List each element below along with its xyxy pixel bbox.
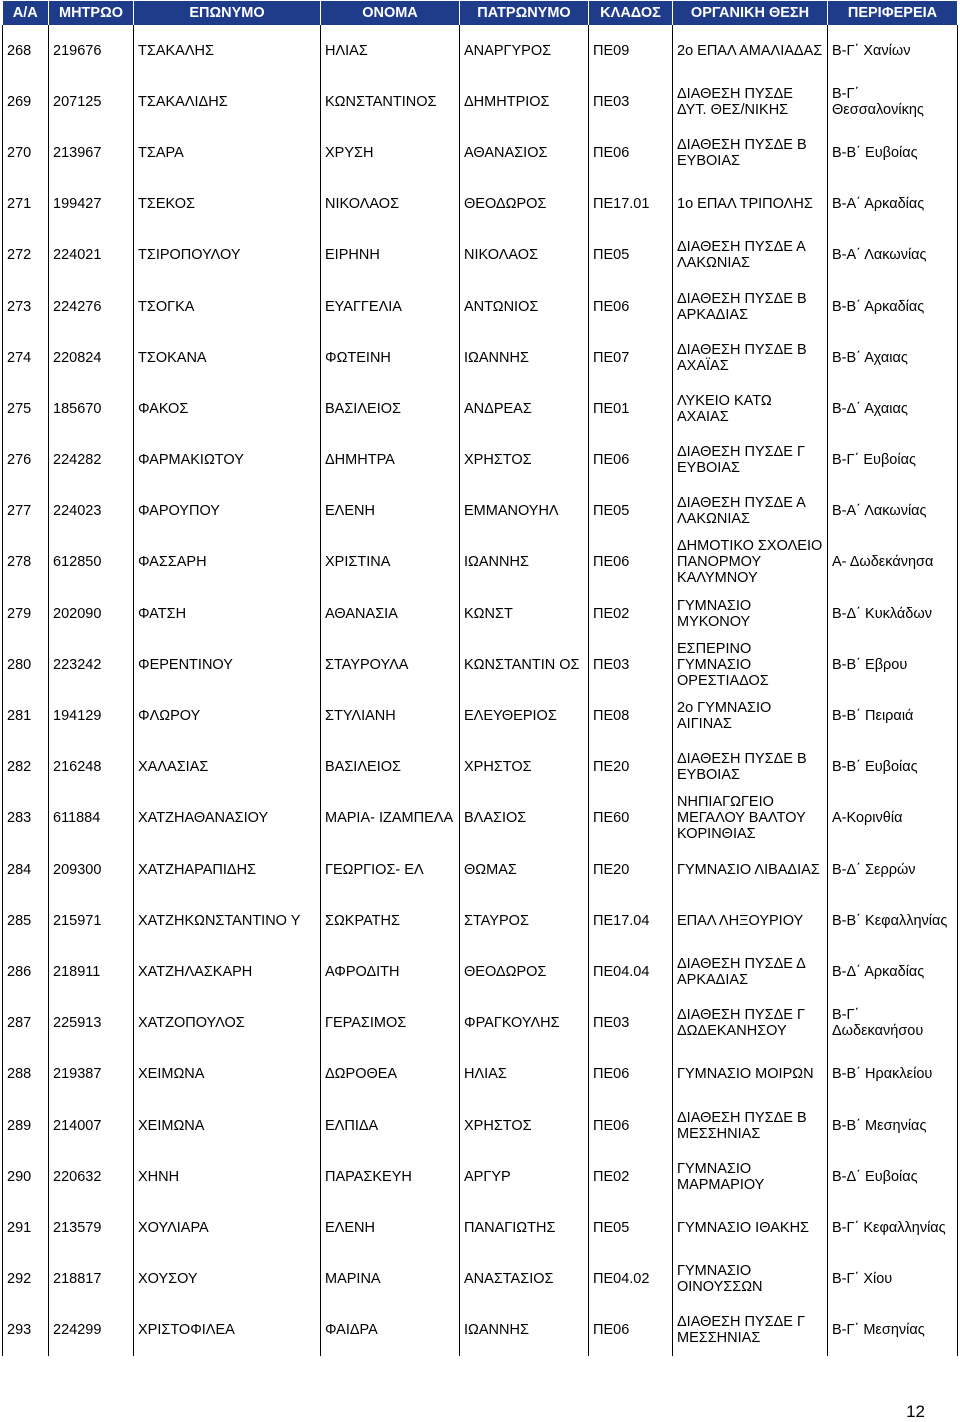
patronymo-cell: ΑΝΔΡΕΑΣ [460,383,589,434]
mitroo-cell: 213967 [49,127,134,178]
klados-cell: ΠΕ06 [589,1305,673,1356]
aa-cell: 273 [3,281,49,332]
organiki-thesi-cell: ΔΙΑΘΕΣΗ ΠΥΣΔΕ Β ΕΥΒΟΙΑΣ [673,127,828,178]
mitroo-cell: 220632 [49,1151,134,1202]
patronymo-cell: ΑΝΤΩΝΙΟΣ [460,281,589,332]
aa-cell: 268 [3,25,49,76]
aa-cell: 285 [3,895,49,946]
aa-cell: 269 [3,76,49,127]
table-row [3,1100,958,1151]
table-row [3,1305,958,1356]
klados-cell: ΠΕ17.04 [589,895,673,946]
mitroo-cell: 218911 [49,946,134,997]
perifereia-cell: Α- Δωδεκάνησα [828,537,958,588]
organiki-thesi-cell: ΝΗΠΙΑΓΩΓΕΙΟ ΜΕΓΑΛΟΥ ΒΑΛΤΟΥ ΚΟΡΙΝΘΙΑΣ [673,793,828,844]
organiki-thesi-cell: ΔΙΑΘΕΣΗ ΠΥΣΔΕ Α ΛΑΚΩΝΙΑΣ [673,486,828,537]
onoma-cell: ΚΩΝΣΤΑΝΤΙΝΟΣ [321,76,460,127]
onoma-cell: ΔΗΜΗΤΡΑ [321,435,460,486]
mitroo-cell: 224299 [49,1305,134,1356]
organiki-thesi-cell: ΔΙΑΘΕΣΗ ΠΥΣΔΕ Β ΑΡΚΑΔΙΑΣ [673,281,828,332]
organiki-thesi-cell: ΔΙΑΘΕΣΗ ΠΥΣΔΕ Β ΕΥΒΟΙΑΣ [673,742,828,793]
klados-cell: ΠΕ20 [589,844,673,895]
patronymo-cell: ΠΑΝΑΓΙΩΤΗΣ [460,1202,589,1253]
eponymo-cell: ΤΣΑΡΑ [134,127,321,178]
patronymo-cell: ΕΜΜΑΝΟΥΗΛ [460,486,589,537]
perifereia-cell: Β-Β΄ Ευβοίας [828,742,958,793]
mitroo-cell: 224021 [49,230,134,281]
eponymo-cell: ΦΑΤΣΗ [134,588,321,639]
klados-cell: ΠΕ17.01 [589,179,673,230]
mitroo-cell: 194129 [49,690,134,741]
table-row [3,1254,958,1305]
organiki-thesi-cell: ΓΥΜΝΑΣΙΟ ΙΘΑΚΗΣ [673,1202,828,1253]
table-row [3,127,958,178]
eponymo-cell: ΧΗΝΗ [134,1151,321,1202]
organiki-thesi-cell: ΔΗΜΟΤΙΚΟ ΣΧΟΛΕΙΟ ΠΑΝΟΡΜΟΥ ΚΑΛΥΜΝΟΥ [673,537,828,588]
onoma-cell: ΒΑΣΙΛΕΙΟΣ [321,383,460,434]
klados-cell: ΠΕ07 [589,332,673,383]
klados-cell: ΠΕ06 [589,281,673,332]
col-header-mitroo: ΜΗΤΡΩΟ [49,1,134,25]
mitroo-cell: 611884 [49,793,134,844]
patronymo-cell: ΙΩΑΝΝΗΣ [460,332,589,383]
table-row [3,281,958,332]
eponymo-cell: ΤΣΟΓΚΑ [134,281,321,332]
onoma-cell: ΑΦΡΟΔΙΤΗ [321,946,460,997]
klados-cell: ΠΕ06 [589,1100,673,1151]
table-row [3,332,958,383]
perifereia-cell: Β-Γ΄ Δωδεκανήσου [828,998,958,1049]
aa-cell: 289 [3,1100,49,1151]
aa-cell: 291 [3,1202,49,1253]
onoma-cell: ΦΩΤΕΙΝΗ [321,332,460,383]
table-row [3,946,958,997]
patronymo-cell: ΗΛΙΑΣ [460,1049,589,1100]
perifereia-cell: Β-Γ΄ Κεφαλληνίας [828,1202,958,1253]
patronymo-cell: ΙΩΑΝΝΗΣ [460,537,589,588]
organiki-thesi-cell: ΔΙΑΘΕΣΗ ΠΥΣΔΕ Α ΛΑΚΩΝΙΑΣ [673,230,828,281]
header-row [3,1,958,25]
eponymo-cell: ΤΣΑΚΑΛΙΔΗΣ [134,76,321,127]
perifereia-cell: Β-Δ΄ Αχαιας [828,383,958,434]
eponymo-cell: ΦΑΡΟΥΠΟΥ [134,486,321,537]
aa-cell: 284 [3,844,49,895]
onoma-cell: ΜΑΡΙΑ- ΙΖΑΜΠΕΛΑ [321,793,460,844]
aa-cell: 275 [3,383,49,434]
perifereia-cell: Β-Α΄ Λακωνίας [828,230,958,281]
mitroo-cell: 202090 [49,588,134,639]
perifereia-cell: Β-Δ΄ Ευβοίας [828,1151,958,1202]
table-row [3,588,958,639]
eponymo-cell: ΧΑΤΖΗΛΑΣΚΑΡΗ [134,946,321,997]
aa-cell: 281 [3,690,49,741]
klados-cell: ΠΕ04.04 [589,946,673,997]
table-row [3,1202,958,1253]
aa-cell: 283 [3,793,49,844]
page-number: 12 [906,1402,925,1421]
aa-cell: 270 [3,127,49,178]
organiki-thesi-cell: ΓΥΜΝΑΣΙΟ ΛΙΒΑΔΙΑΣ [673,844,828,895]
eponymo-cell: ΧΟΥΣΟΥ [134,1254,321,1305]
aa-cell: 288 [3,1049,49,1100]
table-row [3,537,958,588]
klados-cell: ΠΕ06 [589,127,673,178]
patronymo-cell: ΑΝΑΡΓΥΡΟΣ [460,25,589,76]
organiki-thesi-cell: ΔΙΑΘΕΣΗ ΠΥΣΔΕ Γ ΕΥΒΟΙΑΣ [673,435,828,486]
table-row [3,844,958,895]
patronymo-cell: ΧΡΗΣΤΟΣ [460,1100,589,1151]
table-body [3,25,958,1356]
klados-cell: ΠΕ02 [589,588,673,639]
eponymo-cell: ΤΣΟΚΑΝΑ [134,332,321,383]
klados-cell: ΠΕ05 [589,486,673,537]
aa-cell: 278 [3,537,49,588]
mitroo-cell: 219676 [49,25,134,76]
organiki-thesi-cell: ΔΙΑΘΕΣΗ ΠΥΣΔΕ Δ ΑΡΚΑΔΙΑΣ [673,946,828,997]
onoma-cell: ΕΥΑΓΓΕΛΙΑ [321,281,460,332]
aa-cell: 277 [3,486,49,537]
onoma-cell: ΣΤΥΛΙΑΝΗ [321,690,460,741]
eponymo-cell: ΦΑΣΣΑΡΗ [134,537,321,588]
patronymo-cell: ΙΩΑΝΝΗΣ [460,1305,589,1356]
patronymo-cell: ΝΙΚΟΛΑΟΣ [460,230,589,281]
eponymo-cell: ΧΑΤΖΗΑΡΑΠΙΔΗΣ [134,844,321,895]
table-row [3,179,958,230]
table-row [3,1049,958,1100]
mitroo-cell: 224023 [49,486,134,537]
aa-cell: 272 [3,230,49,281]
klados-cell: ΠΕ09 [589,25,673,76]
patronymo-cell: ΣΤΑΥΡΟΣ [460,895,589,946]
eponymo-cell: ΧΑΤΖΗΚΩΝΣΤΑΝΤΙΝΟ Υ [134,895,321,946]
patronymo-cell: ΦΡΑΓΚΟΥΛΗΣ [460,998,589,1049]
klados-cell: ΠΕ01 [589,383,673,434]
aa-cell: 290 [3,1151,49,1202]
perifereia-cell: Β-Β΄ Αρκαδίας [828,281,958,332]
organiki-thesi-cell: ΔΙΑΘΕΣΗ ΠΥΣΔΕ Γ ΜΕΣΣΗΝΙΑΣ [673,1305,828,1356]
onoma-cell: ΕΛΕΝΗ [321,1202,460,1253]
organiki-thesi-cell: 1ο ΕΠΑΛ ΤΡΙΠΟΛΗΣ [673,179,828,230]
perifereia-cell: Β-Β΄ Ευβοίας [828,127,958,178]
perifereia-cell: Β-Γ΄ Χίου [828,1254,958,1305]
patronymo-cell: ΘΕΟΔΩΡΟΣ [460,179,589,230]
patronymo-cell: ΚΩΝΣΤ [460,588,589,639]
perifereia-cell: Β-Γ΄ Μεσηνίας [828,1305,958,1356]
onoma-cell: ΑΘΑΝΑΣΙΑ [321,588,460,639]
col-header-organiki-thesi: ΟΡΓΑΝΙΚΗ ΘΕΣΗ [673,1,828,25]
mitroo-cell: 215971 [49,895,134,946]
onoma-cell: ΕΙΡΗΝΗ [321,230,460,281]
col-header-klados: ΚΛΑΔΟΣ [589,1,673,25]
mitroo-cell: 218817 [49,1254,134,1305]
organiki-thesi-cell: ΕΣΠΕΡΙΝΟ ΓΥΜΝΑΣΙΟ ΟΡΕΣΤΙΑΔΟΣ [673,639,828,690]
organiki-thesi-cell: ΛΥΚΕΙΟ ΚΑΤΩ ΑΧΑΙΑΣ [673,383,828,434]
table-row [3,25,958,76]
onoma-cell: ΧΡΙΣΤΙΝΑ [321,537,460,588]
mitroo-cell: 185670 [49,383,134,434]
table-row [3,230,958,281]
eponymo-cell: ΤΣΕΚΟΣ [134,179,321,230]
teacher-list-table [2,1,958,1356]
eponymo-cell: ΧΡΙΣΤΟΦΙΛΕΑ [134,1305,321,1356]
table-row [3,1151,958,1202]
table-row [3,76,958,127]
mitroo-cell: 220824 [49,332,134,383]
perifereia-cell: Β-Δ΄ Κυκλάδων [828,588,958,639]
klados-cell: ΠΕ06 [589,1049,673,1100]
klados-cell: ΠΕ05 [589,1202,673,1253]
klados-cell: ΠΕ04.02 [589,1254,673,1305]
mitroo-cell: 199427 [49,179,134,230]
aa-cell: 287 [3,998,49,1049]
perifereia-cell: Β-Γ΄ Θεσσαλονίκης [828,76,958,127]
organiki-thesi-cell: ΓΥΜΝΑΣΙΟ ΜΟΙΡΩΝ [673,1049,828,1100]
onoma-cell: ΦΑΙΔΡΑ [321,1305,460,1356]
mitroo-cell: 207125 [49,76,134,127]
onoma-cell: ΣΤΑΥΡΟΥΛΑ [321,639,460,690]
mitroo-cell: 224282 [49,435,134,486]
patronymo-cell: ΧΡΗΣΤΟΣ [460,435,589,486]
col-header-onoma: ΟΝΟΜΑ [321,1,460,25]
onoma-cell: ΧΡΥΣΗ [321,127,460,178]
klados-cell: ΠΕ03 [589,639,673,690]
mitroo-cell: 219387 [49,1049,134,1100]
patronymo-cell: ΑΡΓΥΡ [460,1151,589,1202]
organiki-thesi-cell: ΓΥΜΝΑΣΙΟ ΜΑΡΜΑΡΙΟΥ [673,1151,828,1202]
klados-cell: ΠΕ60 [589,793,673,844]
onoma-cell: ΒΑΣΙΛΕΙΟΣ [321,742,460,793]
eponymo-cell: ΧΟΥΛΙΑΡΑ [134,1202,321,1253]
perifereia-cell: Β-Γ΄ Ευβοίας [828,435,958,486]
table-row [3,690,958,741]
organiki-thesi-cell: ΔΙΑΘΕΣΗ ΠΥΣΔΕ Β ΑΧΑΪΑΣ [673,332,828,383]
perifereia-cell: Α-Κορινθία [828,793,958,844]
table-row [3,895,958,946]
eponymo-cell: ΧΕΙΜΩΝΑ [134,1100,321,1151]
table-row [3,435,958,486]
eponymo-cell: ΦΑΡΜΑΚΙΩΤΟΥ [134,435,321,486]
eponymo-cell: ΧΑΤΖΗΑΘΑΝΑΣΙΟΥ [134,793,321,844]
patronymo-cell: ΕΛΕΥΘΕΡΙΟΣ [460,690,589,741]
organiki-thesi-cell: 2ο ΕΠΑΛ ΑΜΑΛΙΑΔΑΣ [673,25,828,76]
klados-cell: ΠΕ03 [589,76,673,127]
perifereia-cell: Β-Α΄ Αρκαδίας [828,179,958,230]
aa-cell: 282 [3,742,49,793]
onoma-cell: ΓΕΩΡΓΙΟΣ- ΕΛ [321,844,460,895]
mitroo-cell: 214007 [49,1100,134,1151]
eponymo-cell: ΧΕΙΜΩΝΑ [134,1049,321,1100]
eponymo-cell: ΧΑΤΖΟΠΟΥΛΟΣ [134,998,321,1049]
col-header-perifereia: ΠΕΡΙΦΕΡΕΙΑ [828,1,958,25]
onoma-cell: ΜΑΡΙΝΑ [321,1254,460,1305]
onoma-cell: ΣΩΚΡΑΤΗΣ [321,895,460,946]
onoma-cell: ΕΛΠΙΔΑ [321,1100,460,1151]
aa-cell: 271 [3,179,49,230]
aa-cell: 286 [3,946,49,997]
patronymo-cell: ΑΝΑΣΤΑΣΙΟΣ [460,1254,589,1305]
eponymo-cell: ΧΑΛΑΣΙΑΣ [134,742,321,793]
aa-cell: 280 [3,639,49,690]
mitroo-cell: 209300 [49,844,134,895]
eponymo-cell: ΦΛΩΡΟΥ [134,690,321,741]
patronymo-cell: ΧΡΗΣΤΟΣ [460,742,589,793]
klados-cell: ΠΕ03 [589,998,673,1049]
organiki-thesi-cell: ΓΥΜΝΑΣΙΟ ΟΙΝΟΥΣΣΩΝ [673,1254,828,1305]
onoma-cell: ΓΕΡΑΣΙΜΟΣ [321,998,460,1049]
klados-cell: ΠΕ02 [589,1151,673,1202]
mitroo-cell: 223242 [49,639,134,690]
table-row [3,742,958,793]
perifereia-cell: Β-Β΄ Πειραιά [828,690,958,741]
mitroo-cell: 216248 [49,742,134,793]
perifereia-cell: Β-Β΄ Αχαιας [828,332,958,383]
table-row [3,793,958,844]
table-row [3,998,958,1049]
eponymo-cell: ΤΣΙΡΟΠΟΥΛΟΥ [134,230,321,281]
klados-cell: ΠΕ05 [589,230,673,281]
aa-cell: 276 [3,435,49,486]
onoma-cell: ΗΛΙΑΣ [321,25,460,76]
onoma-cell: ΕΛΕΝΗ [321,486,460,537]
klados-cell: ΠΕ06 [589,537,673,588]
organiki-thesi-cell: ΔΙΑΘΕΣΗ ΠΥΣΔΕ Β ΜΕΣΣΗΝΙΑΣ [673,1100,828,1151]
patronymo-cell: ΔΗΜΗΤΡΙΟΣ [460,76,589,127]
mitroo-cell: 225913 [49,998,134,1049]
mitroo-cell: 612850 [49,537,134,588]
organiki-thesi-cell: ΔΙΑΘΕΣΗ ΠΥΣΔΕ ΔΥΤ. ΘΕΣ/ΝΙΚΗΣ [673,76,828,127]
patronymo-cell: ΘΩΜΑΣ [460,844,589,895]
organiki-thesi-cell: ΓΥΜΝΑΣΙΟ ΜΥΚΟΝΟΥ [673,588,828,639]
table-row [3,639,958,690]
table-row [3,383,958,434]
aa-cell: 274 [3,332,49,383]
organiki-thesi-cell: 2ο ΓΥΜΝΑΣΙΟ ΑΙΓΙΝΑΣ [673,690,828,741]
aa-cell: 279 [3,588,49,639]
perifereia-cell: Β-Β΄ Κεφαλληνίας [828,895,958,946]
perifereia-cell: Β-Β΄ Ηρακλείου [828,1049,958,1100]
perifereia-cell: Β-Α΄ Λακωνίας [828,486,958,537]
patronymo-cell: ΒΛΑΣΙΟΣ [460,793,589,844]
mitroo-cell: 224276 [49,281,134,332]
klados-cell: ΠΕ06 [589,435,673,486]
klados-cell: ΠΕ20 [589,742,673,793]
patronymo-cell: ΚΩΝΣΤΑΝΤΙΝ ΟΣ [460,639,589,690]
perifereia-cell: Β-Δ΄ Σερρών [828,844,958,895]
col-header-patronymo: ΠΑΤΡΩΝΥΜΟ [460,1,589,25]
mitroo-cell: 213579 [49,1202,134,1253]
table-row [3,486,958,537]
eponymo-cell: ΦΕΡΕΝΤΙΝΟΥ [134,639,321,690]
onoma-cell: ΝΙΚΟΛΑΟΣ [321,179,460,230]
eponymo-cell: ΤΣΑΚΑΛΗΣ [134,25,321,76]
col-header-eponymo: ΕΠΩΝΥΜΟ [134,1,321,25]
col-header-aa: Α/Α [3,1,49,25]
klados-cell: ΠΕ08 [589,690,673,741]
eponymo-cell: ΦΑΚΟΣ [134,383,321,434]
patronymo-cell: ΑΘΑΝΑΣΙΟΣ [460,127,589,178]
perifereia-cell: Β-Δ΄ Αρκαδίας [828,946,958,997]
organiki-thesi-cell: ΔΙΑΘΕΣΗ ΠΥΣΔΕ Γ ΔΩΔΕΚΑΝΗΣΟΥ [673,998,828,1049]
onoma-cell: ΔΩΡΟΘΕΑ [321,1049,460,1100]
organiki-thesi-cell: ΕΠΑΛ ΛΗΞΟΥΡΙΟΥ [673,895,828,946]
onoma-cell: ΠΑΡΑΣΚΕΥΗ [321,1151,460,1202]
aa-cell: 292 [3,1254,49,1305]
perifereia-cell: Β-Β΄ Μεσηνίας [828,1100,958,1151]
patronymo-cell: ΘΕΟΔΩΡΟΣ [460,946,589,997]
perifereia-cell: Β-Γ΄ Χανίων [828,25,958,76]
aa-cell: 293 [3,1305,49,1356]
perifereia-cell: Β-Β΄ Εβρου [828,639,958,690]
